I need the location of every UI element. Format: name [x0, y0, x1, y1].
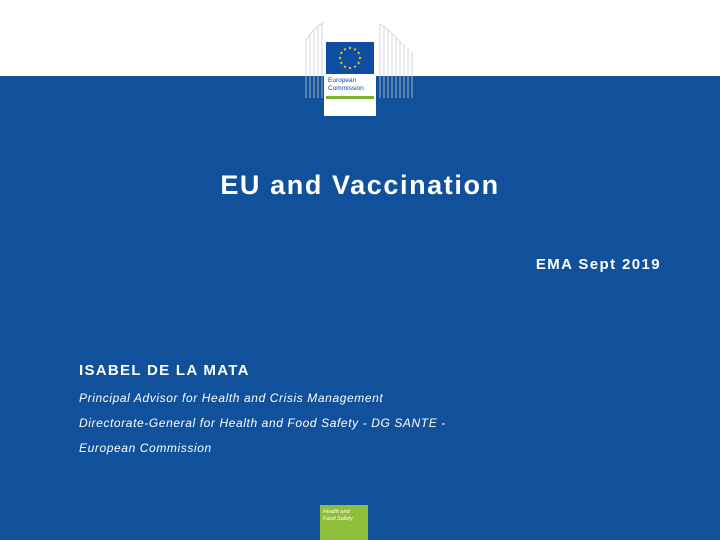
dg-tag-line1: Health and: [323, 509, 350, 515]
eu-flag-icon: [326, 42, 374, 74]
dg-tag-label: [323, 509, 353, 523]
dg-tag: [320, 505, 368, 540]
star-icon: [348, 66, 351, 69]
star-icon: [353, 48, 356, 51]
logo-panel: [324, 40, 376, 116]
european-commission-logo: [300, 18, 426, 100]
logo-text: [328, 77, 364, 93]
star-icon: [358, 56, 361, 59]
author-directorate: Directorate-General for Health and Food Safety - DG SANTE -: [79, 416, 446, 430]
blue-background: [0, 76, 720, 540]
star-icon: [357, 61, 360, 64]
star-icon: [357, 51, 360, 54]
logo-text-line1: European: [328, 77, 357, 84]
star-icon: [343, 48, 346, 51]
star-icon: [353, 65, 356, 68]
logo-underline: [326, 96, 374, 99]
dg-tag-line2: Food Safety: [323, 516, 353, 522]
slide-subtitle: EMA Sept 2019: [535, 256, 661, 273]
author-name: ISABEL DE LA MATA: [79, 362, 250, 379]
star-icon: [340, 51, 343, 54]
author-organisation: European Commission: [79, 441, 212, 455]
star-icon: [340, 61, 343, 64]
star-icon: [348, 46, 351, 49]
star-icon: [343, 65, 346, 68]
logo-text-line2: Commission: [328, 85, 364, 92]
author-position: Principal Advisor for Health and Crisis Management: [79, 391, 384, 405]
slide-title: EU and Vaccination: [220, 170, 500, 200]
star-icon: [338, 56, 341, 59]
